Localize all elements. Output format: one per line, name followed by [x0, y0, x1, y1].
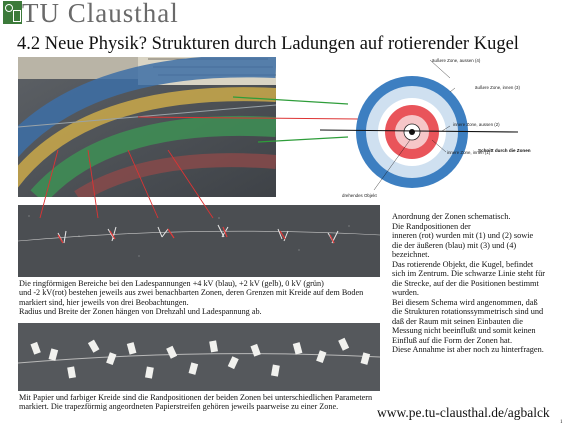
caption-line: und -2 kV(rot) bestehen jeweils aus zwei benachbarten Zonen, deren Grenzen mit Kreide auf dem Boden markiert sind, hier jeweils von drei Beobachtungen. [19, 288, 364, 307]
tu-logo-icon [3, 1, 22, 24]
text-line: Messung nicht beeinflußt und somit keinen [392, 326, 536, 335]
text-line: Bei diesem Schema wird angenommen, daß [392, 297, 538, 307]
caption-photo2 [19, 279, 384, 316]
text-line: die Strukturen rotationssymmetrisch sind und [392, 307, 544, 316]
caption-photo3: Mit Papier und farbiger Kreide sind die Randpositionen der beiden Zonen bei unterschiedlichen Parametern markiert. Die trapezförmig angeordneten Papierstreifen gehören jeweils paarweise zu einer Zone. [19, 393, 373, 412]
text-line: daß der Raum mit seinen Einbauten die [392, 316, 523, 326]
text-line: Das rotierende Objekt, die Kugel, befindet [392, 259, 534, 269]
photo-paper-strips [18, 323, 380, 391]
footer-url-link[interactable]: www.pe.tu-clausthal.de/agbalck [377, 405, 550, 420]
label-outer-outside: äußere Zone, aussen (4) [432, 58, 481, 63]
label-outer-inside: äußere Zone, innen (3) [475, 85, 520, 90]
text-line: Diese Annahme ist aber noch zu hinterfragen. [392, 345, 544, 354]
label-inner-inside: innere Zone, innen (1) [447, 150, 491, 155]
text-line: die der äußeren (blau) mit (3) und (4) [392, 240, 517, 250]
brand-title: TU Clausthal [22, 0, 179, 28]
text-line: die Strecke, auf der die Positionen bestimmt [392, 278, 539, 288]
caption-line: Die ringförmigen Bereiche bei den Ladespannungen +4 kV (blau), +2 kV (gelb), 0 kV (grün) [19, 279, 324, 288]
page-number: 1 [560, 420, 563, 425]
label-inner-outside: innere Zone, aussen (2) [453, 122, 500, 127]
text-line: inneren (rot) wurden mit (1) und (2) sowie [392, 231, 534, 240]
zones-diagram [300, 52, 540, 212]
slide-title: 4.2 Neue Physik? Strukturen durch Ladungen auf rotierender Kugel [17, 34, 519, 54]
label-section: Schnitt durch die Zonen [478, 148, 531, 153]
caption-line: Radius und Breite der Zonen hängen von Drehzahl und Ladespannung ab. [19, 306, 262, 316]
text-line: Anordnung der Zonen schematisch. [392, 212, 511, 221]
text-line: Einfluß auf die Form der Zonen hat. [392, 335, 513, 345]
text-line: bezeichnet. [392, 250, 430, 259]
text-line: wurden. [392, 288, 419, 297]
text-line: sich im Zentrum. Die schwarze Linie steht für [392, 269, 545, 278]
right-text-block [392, 212, 564, 355]
connector-lines-red [18, 150, 218, 220]
label-object: drehendes Objekt [342, 193, 377, 198]
text-line: Die Randpositionen der [392, 221, 471, 231]
